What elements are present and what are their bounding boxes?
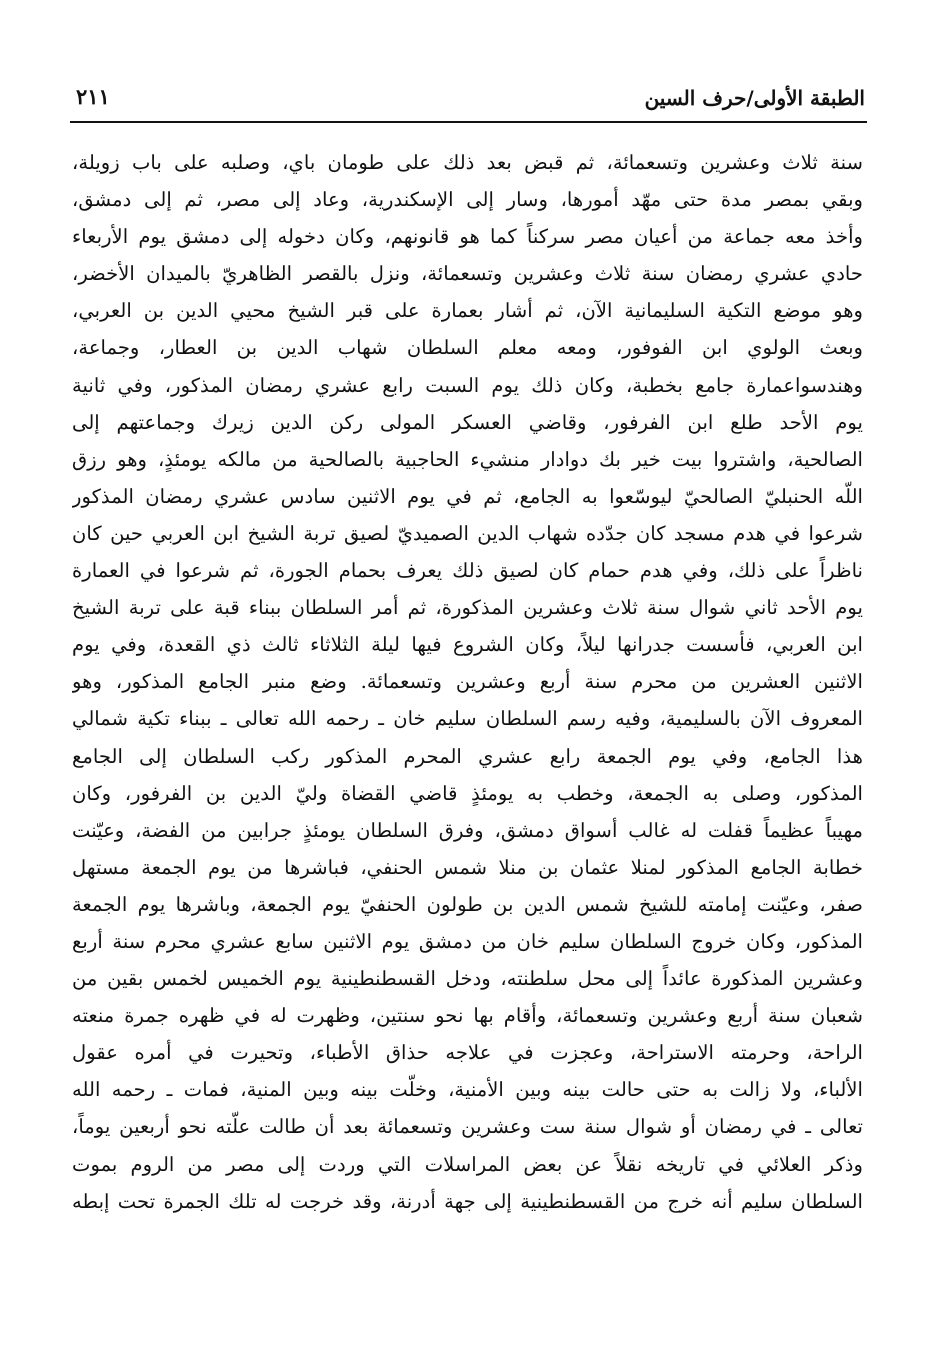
text-line: المذكور، وصلى به الجمعة، وخطب به يومئذٍ قاضي القضاة وليّ الدين بن الفرفور، وكان	[72, 781, 863, 805]
text-line: ابن العربي، فأسست جدرانها ليلاً، وكان الشروع فيها ليلة الثلاثاء ثالث ذي القعدة، وفي يوم	[72, 633, 863, 657]
text-line: وهو موضع التكية السليمانية الآن، ثم أشار بعمارة على قبر الشيخ محيي الدين بن العربي،	[72, 299, 863, 323]
text-body	[72, 144, 863, 1220]
text-line: وذكر العلائي في تاريخه نقلاً عن بعض المراسلات التي وردت إلى مصر من الروم بموت	[72, 1152, 863, 1176]
page-number: ٢١١	[76, 84, 110, 109]
text-line: الألباء، ولا زالت به حتى حالت بينه وبين الأمنية، وخلّت بينه وبين المنية، فمات ـ رحمه الله	[72, 1078, 863, 1102]
text-line: شرعوا في هدم مسجد كان جدّده شهاب الدين الصميديّ لصيق تربة الشيخ ابن العربي حين كان	[72, 521, 863, 545]
text-line: تعالى ـ في رمضان أو شوال سنة ست وعشرين وتسعمائة بعد أن طالت علّته نحو أربعين يوماً،	[72, 1115, 863, 1139]
text-line: وبعث الولوي ابن الفوفور، ومعه معلم السلطان شهاب الدين بن العطار، وجماعة،	[72, 336, 863, 360]
text-line: السلطان سليم أنه خرج من القسطنطينية إلى جهة أدرنة، وقد خرجت له تلك الجمرة تحت إبطه	[72, 1189, 863, 1213]
text-line: وبقي بمصر مدة حتى مهّد أمورها، وسار إلى الإسكندرية، وعاد إلى مصر، ثم إلى دمشق،	[72, 188, 863, 212]
text-line: حادي عشري رمضان سنة ثلاث وعشرين وتسعمائة، ونزل بالقصر الظاهريّ بالميدان الأخضر،	[72, 262, 863, 286]
text-line: الاثنين العشرين من محرم سنة أربع وعشرين وتسعمائة. وضع منبر الجامع المذكور، وهو	[72, 670, 863, 694]
header-rule	[70, 121, 867, 123]
text-line: المذكور، وكان خروج السلطان سليم خان من دمشق يوم الاثنين سابع عشري محرم سنة أربع	[72, 929, 863, 953]
text-line: يوم الأحد ثاني شوال سنة ثلاث وعشرين المذكورة، ثم أمر السلطان ببناء قبة على تربة الشيخ	[72, 596, 863, 620]
header-title: الطبقة الأولى/حرف السين	[644, 86, 865, 110]
text-line: وهندسواعمارة جامع بخطبة، وكان ذلك يوم السبت رابع عشري رمضان المذكور، وفي ثانية	[72, 373, 863, 397]
text-line: يوم الأحد طلع ابن الفرفور، وقاضي العسكر المولى ركن الدين زيرك وجماعتهم إلى	[72, 410, 863, 434]
text-line: هذا الجامع، وفي يوم الجمعة رابع عشري المحرم المذكور ركب السلطان إلى الجامع	[72, 744, 863, 768]
text-line: ناظراً على ذلك، وفي هدم حمام كان لصيق ذلك يعرف بحمام الجورة، ثم شرعوا في العمارة	[72, 559, 863, 583]
text-line: وعشرين المذكورة عائداً إلى محل سلطنته، ودخل القسطنطينية يوم الخميس لخمس بقين من	[72, 967, 863, 991]
text-line: الراحة، وحرمته الاستراحة، وعجزت في علاجه حذاق الأطباء، وتحيرت في أمره عقول	[72, 1041, 863, 1065]
text-line: وأخذ معه جماعة من أعيان مصر سركناً كما هو قانونهم، وكان دخوله إلى دمشق يوم الأربعاء	[72, 225, 863, 249]
running-header	[70, 82, 865, 116]
text-line: اللّه الحنبليّ الصالحيّ ليوسّعوا به الجامع، ثم في يوم الاثنين سادس عشري رمضان المذكور	[72, 484, 863, 508]
text-line: صفر، وعيّنت إمامته للشيخ شمس الدين بن طولون الحنفيّ يوم الجمعة، وباشرها يوم الجمعة	[72, 892, 863, 916]
text-line: مهيباً عظيماً قفلت له غالب أسواق دمشق، وفرق السلطان يومئذٍ جرابين من الفضة، وعيّنت	[72, 818, 863, 842]
text-line: الصالحية، واشتروا بيت خير بك دوادار منشيء الحاجبية بالصالحية من مالكه يومئذٍ، وهو رزق	[72, 447, 863, 471]
text-line: المعروف الآن بالسليمية، وفيه رسم السلطان سليم خان ـ رحمه الله تعالى ـ ببناء تكية شمالي	[72, 707, 863, 731]
text-line: سنة ثلاث وعشرين وتسعمائة، ثم قبض بعد ذلك على طومان باي، وصلبه على باب زويلة،	[72, 151, 863, 174]
text-line: شعبان سنة أربع وعشرين وتسعمائة، وأقام بها نحو سنتين، وظهرت له في ظهره جمرة منعته	[72, 1004, 863, 1028]
text-line: خطابة الجامع المذكور لمنلا عثمان بن منلا شمس الحنفي، فباشرها من يوم الجمعة مستهل	[72, 855, 863, 879]
